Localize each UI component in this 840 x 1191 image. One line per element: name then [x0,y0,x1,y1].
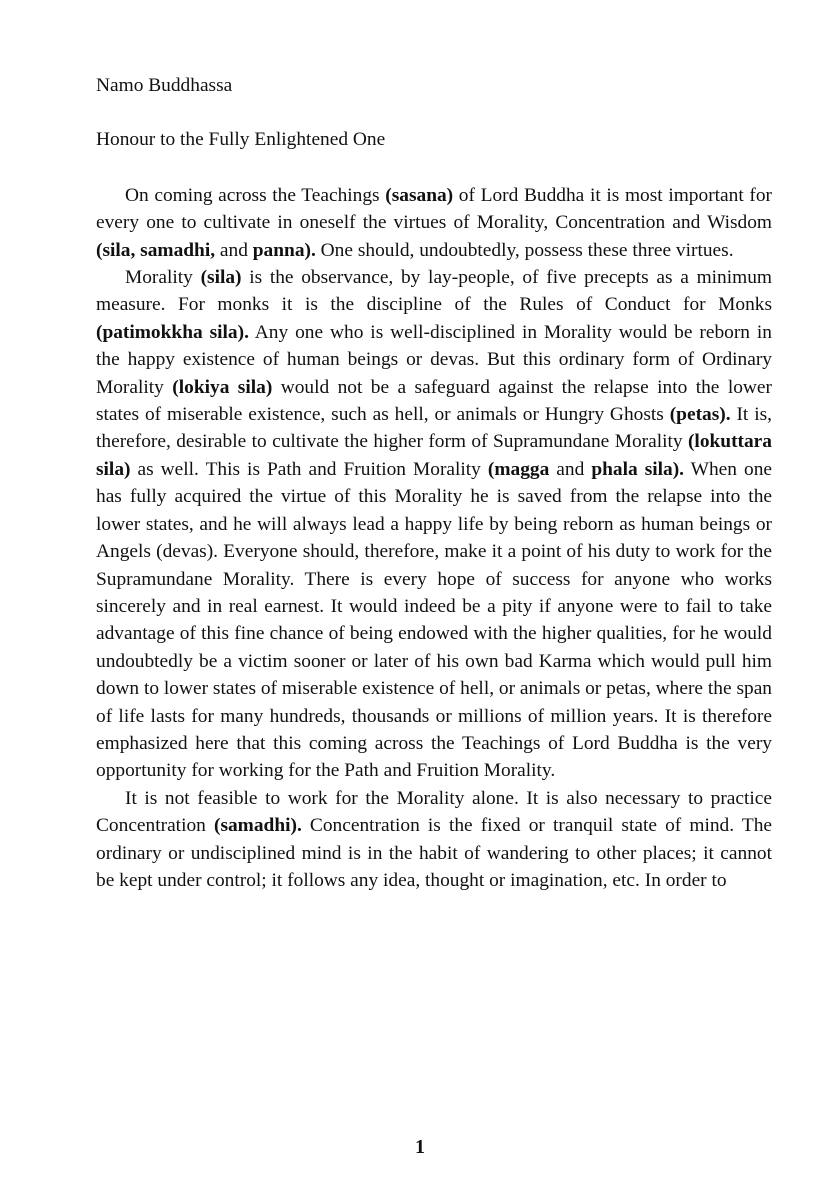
paragraph-2 [96,264,772,785]
paragraph-text: is the observance, by lay-people, of five precepts as a minimum measure. For monks it is the discipline of the Rules of Conduct for Monks [96,267,772,316]
paragraph-text: Morality [125,267,201,289]
paragraph-text: Any one who is well-disciplined in Morality would be reborn in the happy existence of human beings or devas. But this ordinary form of Ordinary Morality [96,321,772,398]
paragraph-text: It is not feasible to work for the Morality alone. It is also necessary to practice Concentration [96,787,772,837]
paragraph-3 [96,785,772,895]
paragraph-text: When one has fully acquired the virtue of this Morality he is saved from the relapse into the lower states, and he will always lead a happy life by being reborn as human beings or Angels (devas). Everyone should, therefore, make it a point of his duty to work for the Supramundane Morality. There is every hope of success for anyone who works sincerely and in real earnest. It would indeed be a pity if anyone were to fail to take advantage of this fine chance of being endowed with the higher qualities, for he would undoubtedly be a victim sooner or later of his own bad Karma which would pull him down to lower states of miserable existence of hell, or animals or petas, where the span of life lasts for many hundreds, thousands or millions of million years. It is therefore emphasized here that this coming across the Teachings of Lord Buddha is the very opportunity for working for the Path and Fruition Morality. [96,458,772,782]
page-number: 1 [415,1136,425,1158]
paragraph-text: It is, therefore, desirable to cultivate the higher form of Supramundane Morality [96,404,772,453]
pali-term: (petas). [669,404,731,426]
pali-term: (sila) [200,267,242,289]
pali-term: (sila, samadhi, [96,239,216,261]
paragraph-text: Concentration is the fixed or tranquil state of mind. The ordinary or undisciplined mind is in the habit of wandering to other places; it cannot be kept under control; it follows any idea, thought or imagination, etc. In order to [96,815,772,891]
paragraph-text: On coming across the Teachings [125,184,386,206]
salutation-heading: Namo Buddhassa [96,75,233,96]
paragraph-text: as well. This is Path and Fruition Morality [130,458,488,480]
paragraph-text: One should, undoubtedly, possess these three virtues. [315,239,734,261]
page-body [96,72,772,894]
paragraph-text: and [549,458,592,480]
pali-term: (lokiya sila) [172,376,273,398]
paragraph-text: would not be a safeguard against the relapse into the lower states of miserable existence, such as hell, or animals or Hungry Ghosts [96,376,772,426]
pali-term: panna). [252,239,316,261]
pali-term: (magga [487,458,550,480]
honour-heading: Honour to the Fully Enlightened One [96,129,386,151]
paragraph-text: and [215,239,253,261]
pali-term: (sasana) [385,184,454,206]
pali-term: phala sila). [591,458,685,480]
paragraph-1 [96,182,772,264]
paragraph-text: of Lord Buddha it is most important for every one to cultivate in oneself the virtues of Morality, Concentration and Wisdom [96,184,772,234]
pali-term: (lokuttara sila) [96,431,772,480]
pali-term: (patimokkha sila). [96,321,249,343]
pali-term: (samadhi). [213,815,302,837]
